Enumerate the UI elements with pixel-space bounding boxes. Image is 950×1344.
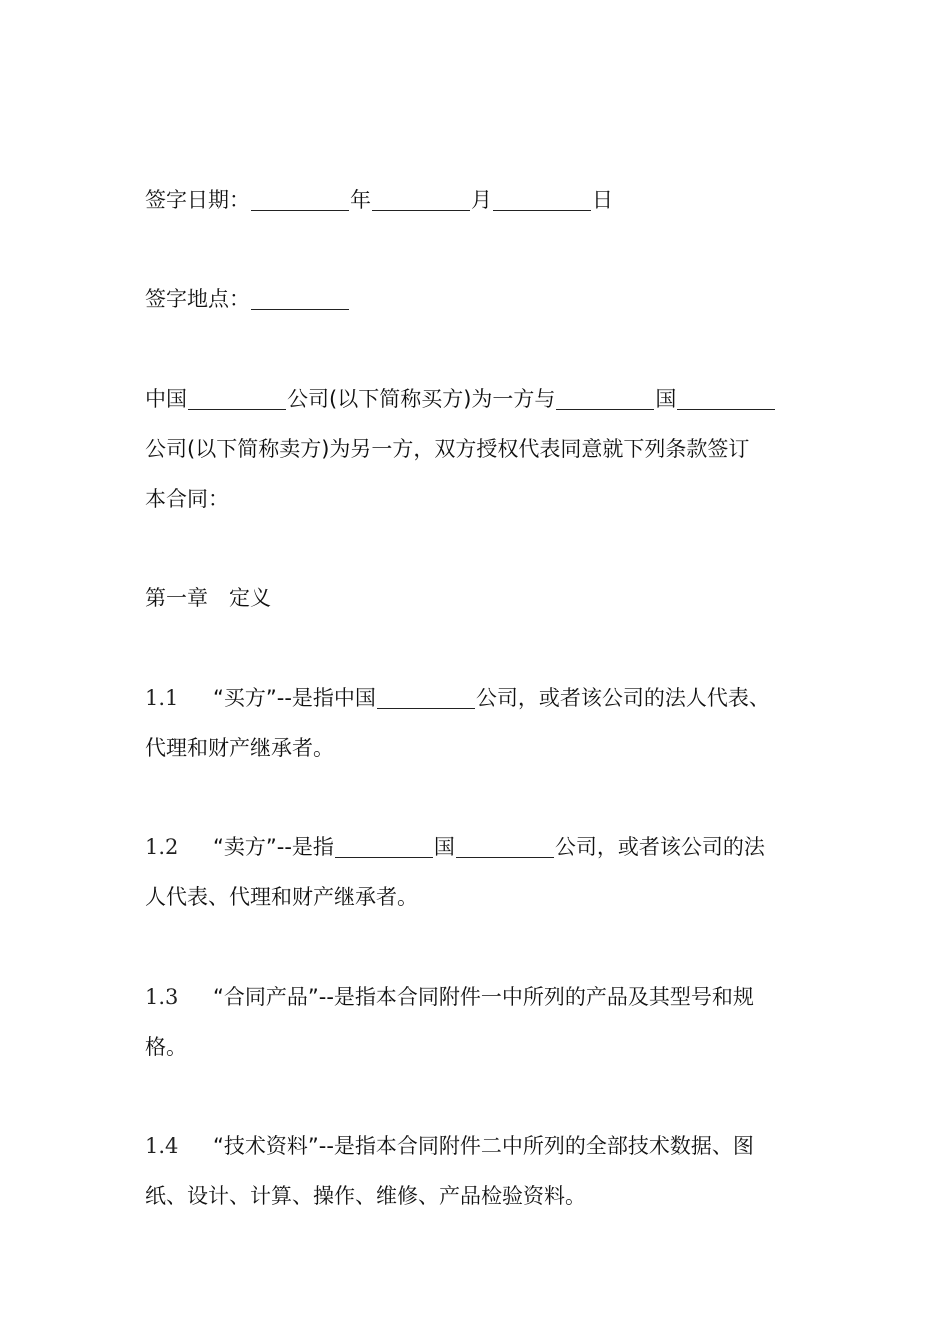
sign-date-line — [145, 175, 815, 225]
seller-country-blank-2[interactable] — [335, 836, 433, 858]
clause-1-1 — [145, 673, 815, 773]
month-label: 月 — [471, 188, 492, 212]
buyer-name-blank[interactable] — [377, 687, 475, 709]
clause-1-2 — [145, 822, 815, 922]
sign-place-label: 签字地点： — [145, 287, 250, 311]
clause-text: 纸、设计、计算、操作、维修、产品检验资料。 — [145, 1184, 586, 1208]
clause-text: “买方”--是指中国 — [213, 686, 376, 710]
clause-text: 公司，或者该公司的法人代表、 — [475, 686, 770, 710]
intro-line-3: 本合同： — [145, 487, 229, 511]
sign-place-line — [145, 274, 815, 324]
day-blank[interactable] — [493, 189, 591, 211]
intro-paragraph — [145, 374, 815, 524]
clause-number: 1.1 — [145, 686, 179, 710]
clause-number: 1.2 — [145, 835, 179, 859]
buyer-company-blank[interactable] — [188, 388, 286, 410]
clause-text: 格。 — [145, 1035, 187, 1059]
clause-text: 国 — [433, 835, 455, 859]
seller-company-blank-2[interactable] — [456, 836, 554, 858]
seller-country-blank[interactable] — [556, 388, 654, 410]
clause-text: “技术资料”--是指本合同附件二中所列的全部技术数据、图 — [213, 1134, 754, 1158]
clause-text: 代理和财产继承者。 — [145, 736, 334, 760]
year-label: 年 — [350, 188, 371, 212]
intro-text: 国 — [655, 387, 677, 411]
clause-number: 1.3 — [145, 985, 179, 1009]
place-blank[interactable] — [251, 288, 349, 310]
intro-text: 中国 — [145, 387, 187, 411]
clause-1-3 — [145, 972, 815, 1072]
clause-1-4 — [145, 1121, 815, 1221]
sign-date-label: 签字日期： — [145, 188, 250, 212]
clause-text: “卖方”--是指 — [213, 835, 334, 859]
intro-line-2: 公司(以下简称卖方)为另一方，双方授权代表同意就下列条款签订 — [145, 437, 750, 461]
clause-text: “合同产品”--是指本合同附件一中所列的产品及其型号和规 — [213, 985, 754, 1009]
day-label: 日 — [592, 188, 613, 212]
month-blank[interactable] — [372, 189, 470, 211]
year-blank[interactable] — [251, 189, 349, 211]
clause-text: 公司，或者该公司的法 — [554, 835, 765, 859]
intro-text: 公司(以下简称买方)为一方与 — [287, 387, 556, 411]
seller-company-blank[interactable] — [677, 388, 775, 410]
chapter-title: 第一章 定义 — [145, 586, 271, 610]
clause-text: 人代表、代理和财产继承者。 — [145, 885, 418, 909]
chapter-heading — [145, 573, 815, 623]
clause-number: 1.4 — [145, 1134, 179, 1158]
